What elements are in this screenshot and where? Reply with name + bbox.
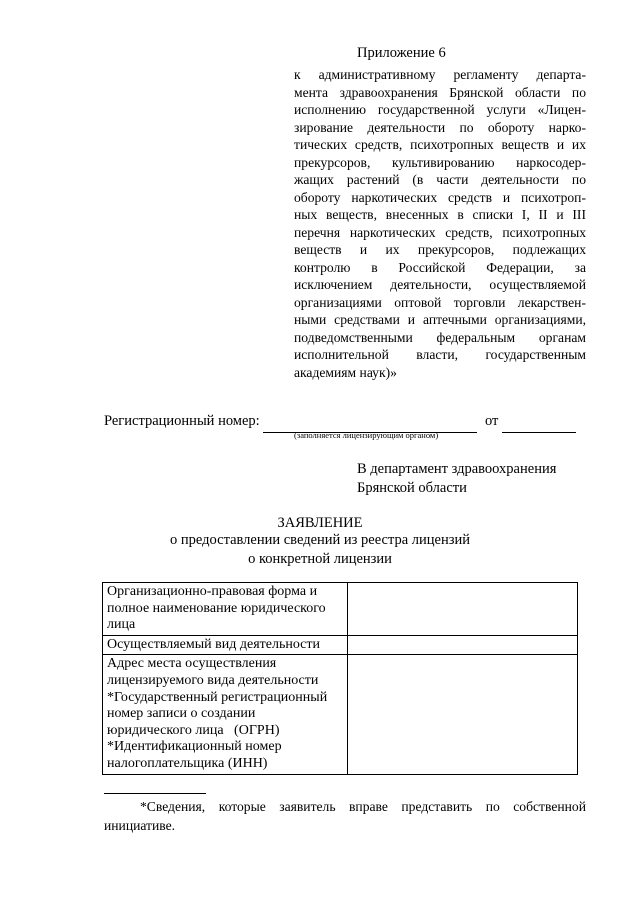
document-subtitle	[0, 531, 640, 568]
label-line: номер записи о создании	[107, 706, 256, 722]
label-line: лица	[107, 617, 136, 633]
table-row	[103, 583, 578, 636]
addressee-line: Брянской области	[357, 480, 467, 496]
appendix-line: жащих растений (в части деятельности по	[294, 172, 586, 187]
appendix-line: ных веществ, внесенных в списки I, II и III	[294, 207, 586, 222]
document-title: ЗАЯВЛЕНИЕ	[277, 515, 363, 531]
label-line: *Государственный регистрационный	[107, 689, 328, 705]
appendix-line: тических средств, психотропных веществ и их	[294, 137, 586, 152]
registration-date-field[interactable]	[502, 414, 576, 433]
table-cell-value[interactable]	[348, 635, 578, 655]
appendix-line: мента здравоохранения Брянской области по	[294, 84, 586, 100]
table-cell-label	[103, 583, 348, 636]
label-line: юридического лица (ОГРН)	[107, 722, 280, 738]
appendix-line: исполнению государственной услуги «Лицен-	[294, 102, 586, 117]
label-line: Организационно-правовая форма и	[107, 584, 318, 599]
appendix-line: зирование деятельности по обороту нарко-	[294, 119, 586, 135]
appendix-line: контролю в Российской Федерации, за	[294, 259, 586, 275]
addressee-line: В департамент здравоохранения	[357, 461, 557, 477]
footnote	[104, 797, 586, 835]
table-cell-value[interactable]	[348, 583, 578, 636]
appendix-title: Приложение 6	[357, 45, 446, 61]
addressee	[357, 460, 556, 498]
appendix-reference	[294, 66, 586, 381]
table-cell-label	[103, 635, 348, 655]
label-line: налогоплательщика (ИНН)	[107, 755, 268, 771]
label-line: полное наименование юридического	[107, 600, 326, 616]
footnote-line: *Сведения, которые заявитель вправе представить по собственной	[140, 799, 586, 814]
appendix-line: исключением деятельности, осуществляемой	[294, 277, 586, 292]
footnote-line: инициативе.	[104, 818, 176, 833]
table-row	[103, 635, 578, 655]
registration-number-label: Регистрационный номер:	[104, 413, 260, 429]
appendix-line: веществ и их прекурсоров, подлежащих	[294, 242, 586, 257]
label-line: *Идентификационный номер	[107, 739, 282, 755]
appendix-line: обороту наркотических средств и психотроп-	[294, 189, 586, 205]
appendix-line: перечня наркотических средств, психотропных	[294, 224, 586, 240]
appendix-line: академиям наук)»	[294, 364, 397, 380]
subtitle-line: о конкретной лицензии	[248, 550, 392, 567]
label-line: Адрес места осуществления	[107, 656, 277, 672]
appendix-line: организациями оптовой торговли лекарствен-	[294, 294, 586, 310]
appendix-line: подведомственными федеральным органам	[294, 329, 586, 345]
appendix-line: исполнительной власти, государственным	[294, 347, 586, 362]
table-cell-value[interactable]	[348, 655, 578, 774]
appendix-line: к административному регламенту департа-	[294, 67, 586, 82]
registration-date-label: от	[484, 413, 499, 429]
table-cell-label	[103, 655, 348, 774]
label-line: Осуществляемый вид деятельности	[107, 636, 321, 652]
table-row	[103, 655, 578, 774]
appendix-line: прекурсоров, культивированию наркосодер-	[294, 154, 586, 170]
footnote-divider	[104, 793, 206, 794]
appendix-line: ными средствами и аптечными организациями,	[294, 312, 586, 327]
registration-hint: (заполняется лицензирующим органом)	[294, 430, 439, 440]
subtitle-line: о предоставлении сведений из реестра лицензий	[170, 532, 470, 548]
label-line: лицензируемого вида деятельности	[107, 672, 319, 688]
application-form-table	[102, 582, 578, 775]
